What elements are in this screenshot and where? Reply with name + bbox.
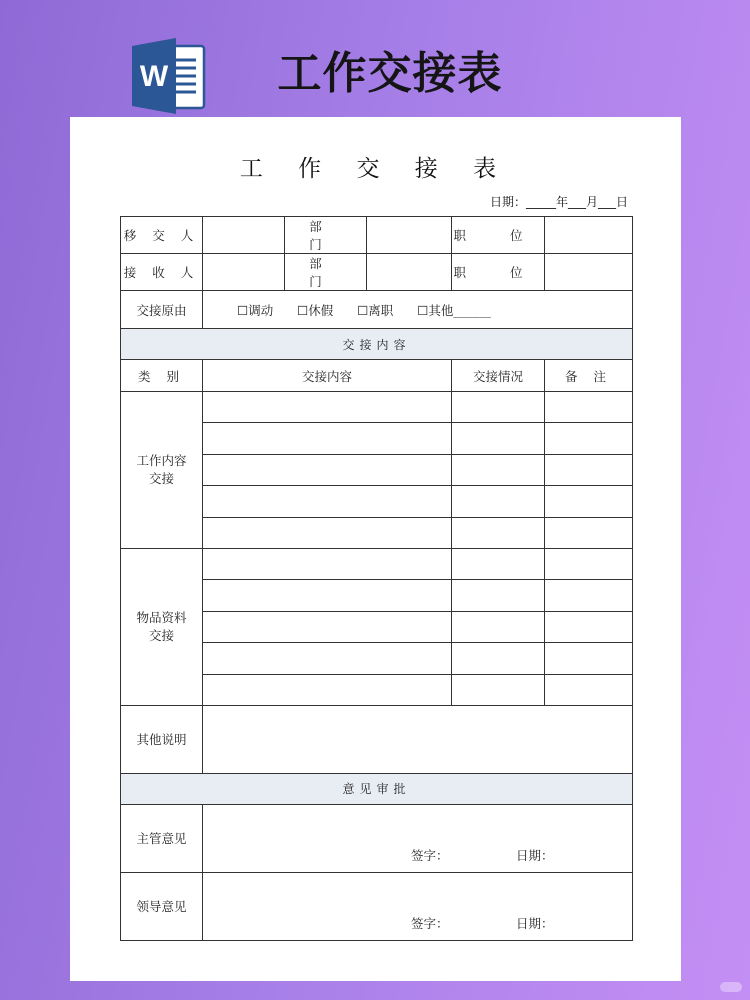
section-handover-content: 交接内容 [121,329,633,360]
document-title: 工 作 交 接 表 [239,156,511,182]
status-cell[interactable] [452,517,545,548]
content-cell[interactable] [203,548,452,579]
position-label: 职 位 [452,217,545,254]
col-category-header: 类 别 [121,360,203,392]
leader-opinion-field[interactable] [203,872,633,940]
handover-position-field[interactable] [545,217,633,254]
row-column-headers [121,360,633,392]
status-cell[interactable] [452,454,545,485]
status-cell[interactable] [452,392,545,423]
group-items-label: 物品资料交接 [121,548,203,705]
remark-cell[interactable] [545,580,633,611]
table-row [121,392,633,423]
remark-cell[interactable] [545,486,633,517]
row-supervisor-opinion [121,804,633,872]
banner-title: 工作交接表 [277,48,503,99]
position-label: 职 位 [452,254,545,291]
row-handover-person [121,217,633,254]
status-cell[interactable] [452,423,545,454]
row-other-notes [121,705,633,773]
table-row [121,548,633,579]
row-leader-opinion [121,872,633,940]
department-label: 部 门 [285,254,367,291]
supervisor-sign-label: 签字： [411,847,449,863]
handover-form-table [120,216,633,941]
content-cell[interactable] [203,611,452,642]
row-section-content [121,329,633,360]
content-cell[interactable] [203,643,452,674]
status-cell[interactable] [452,548,545,579]
remark-cell[interactable] [545,392,633,423]
receiver-position-field[interactable] [545,254,633,291]
remark-cell[interactable] [545,611,633,642]
leader-opinion-label: 领导意见 [121,872,203,940]
status-cell[interactable] [452,580,545,611]
handover-person-field[interactable] [203,217,285,254]
remark-cell[interactable] [545,643,633,674]
status-cell[interactable] [452,674,545,705]
department-label: 部 门 [285,217,367,254]
content-cell[interactable] [203,392,452,423]
content-cell[interactable] [203,674,452,705]
watermark-badge [720,982,742,992]
date-line: 日期：_____年___月___日 [489,195,628,209]
remark-cell[interactable] [545,548,633,579]
status-cell[interactable] [452,643,545,674]
remark-cell[interactable] [545,517,633,548]
content-cell[interactable] [203,517,452,548]
supervisor-opinion-field[interactable] [203,804,633,872]
handover-person-label: 移 交 人 [121,217,203,254]
content-cell[interactable] [203,486,452,517]
section-approval: 意见审批 [121,773,633,804]
row-section-approval [121,773,633,804]
handover-department-field[interactable] [367,217,452,254]
col-status-header: 交接情况 [452,360,545,392]
other-notes-label: 其他说明 [121,705,203,773]
reason-label: 交接原由 [121,291,203,329]
status-cell[interactable] [452,611,545,642]
word-logo-letter: W [139,60,169,93]
receiver-department-field[interactable] [367,254,452,291]
word-app-icon [132,38,208,114]
remark-cell[interactable] [545,454,633,485]
remark-cell[interactable] [545,423,633,454]
supervisor-opinion-label: 主管意见 [121,804,203,872]
remark-cell[interactable] [545,674,633,705]
receiver-field[interactable] [203,254,285,291]
col-remark-header: 备 注 [545,360,633,392]
other-notes-field[interactable] [203,705,633,773]
content-cell[interactable] [203,423,452,454]
reason-options[interactable]: ☐调动 ☐休假 ☐离职 ☐其他______ [203,291,633,329]
supervisor-date-label: 日期： [516,847,554,863]
row-reason [121,291,633,329]
col-content-header: 交接内容 [203,360,452,392]
leader-date-label: 日期： [516,915,554,931]
row-receiver [121,254,633,291]
leader-sign-label: 签字： [411,915,449,931]
receiver-label: 接 收 人 [121,254,203,291]
status-cell[interactable] [452,486,545,517]
content-cell[interactable] [203,454,452,485]
group-work-label: 工作内容交接 [121,392,203,549]
content-cell[interactable] [203,580,452,611]
